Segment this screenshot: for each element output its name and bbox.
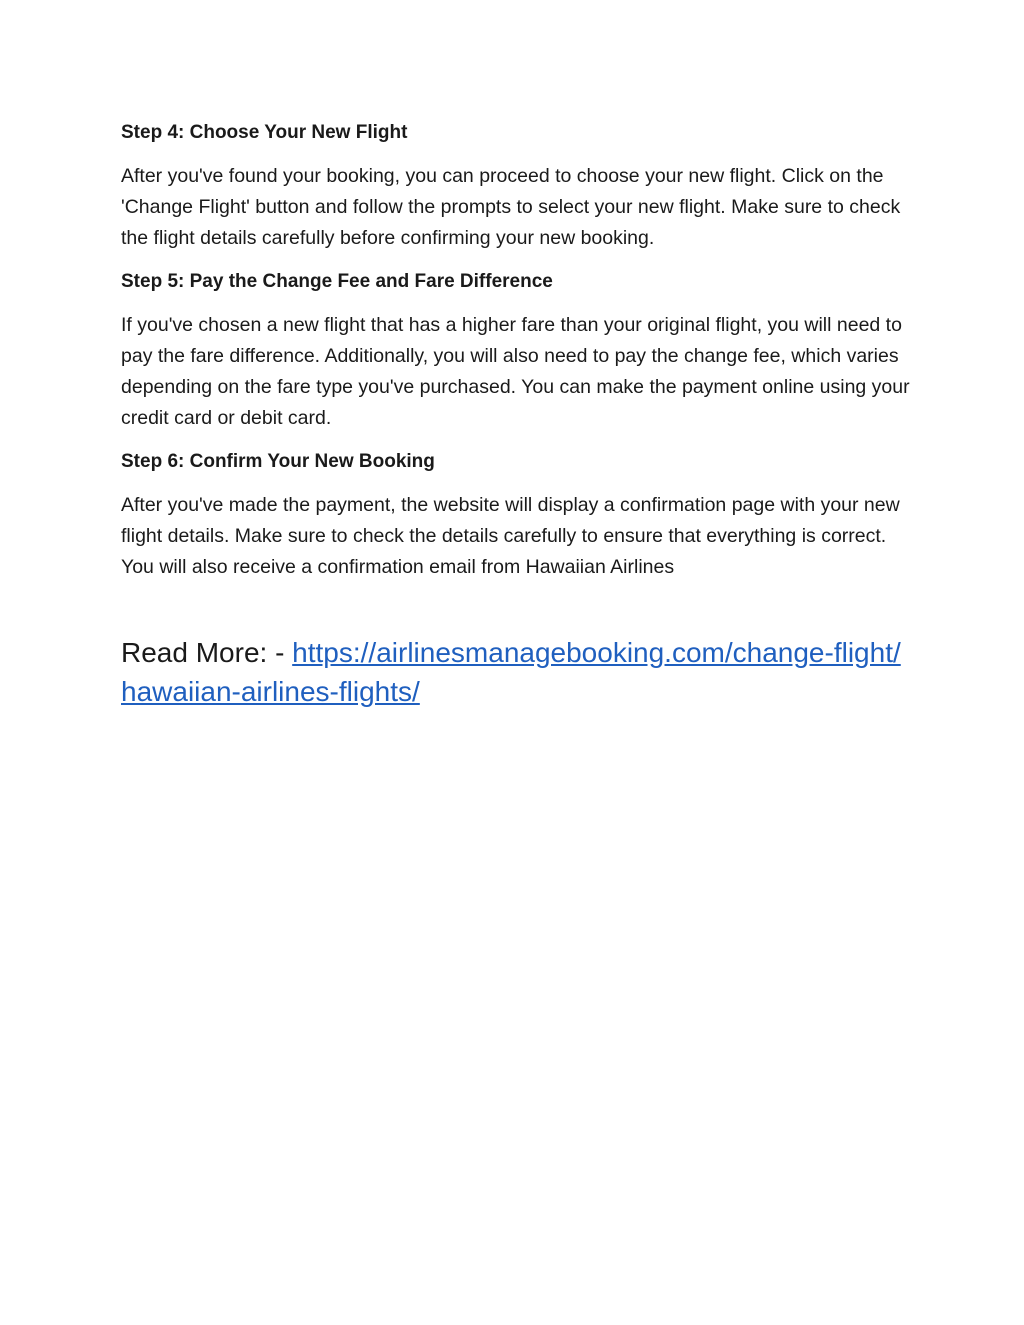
read-more-link[interactable]: https://airlinesmanagebooking.com/change-flight/hawaiian-airlines-flights/ [121,637,901,707]
step-6-body: After you've made the payment, the website will display a confirmation page with your new flight details. Make sure to check the details carefully to ensure that everything is correct. You will also receive a confirmation email from Hawaiian Airlines [121,494,900,578]
step-6-section [121,447,911,583]
read-more-label: Read More: - [121,637,293,668]
document-page [121,118,911,739]
step-4-body: After you've found your booking, you can proceed to choose your new flight. Click on the 'Change Flight' button and follow the prompts to select your new flight. Make sure to check the flight details carefully before confirming your new booking. [121,165,901,249]
step-4-heading: Step 4: Choose Your New Flight [121,122,408,143]
step-4-section [121,118,911,254]
step-5-body: If you've chosen a new flight that has a higher fare than your original flight, you will need to pay the fare difference. Additionally, you will also need to pay the change fee, which varies depending on the fare type you've purchased. You can make the payment online using your credit card or debit card. [121,314,910,429]
step-6-heading: Step 6: Confirm Your New Booking [121,451,435,472]
read-more-line [121,633,911,711]
step-5-section [121,267,911,434]
step-5-heading: Step 5: Pay the Change Fee and Fare Difference [121,271,553,292]
